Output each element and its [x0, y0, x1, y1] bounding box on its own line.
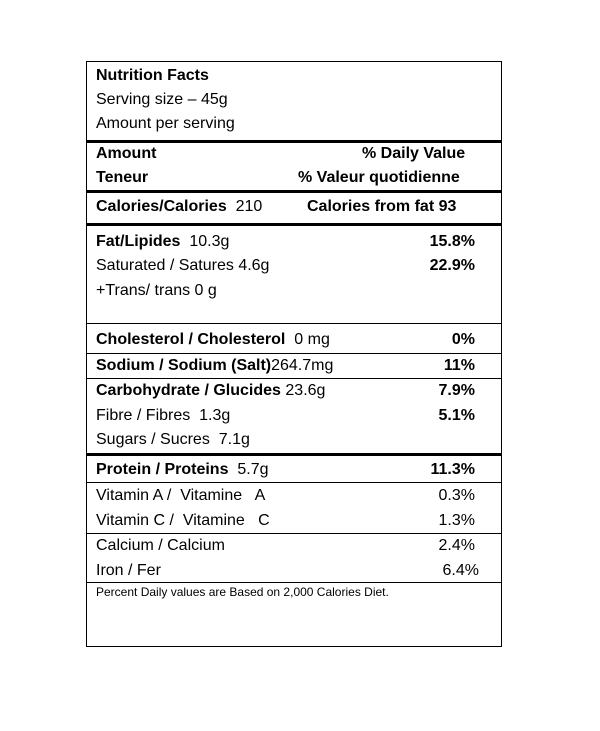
vitamin-a-label: Vitamin A / Vitamine A	[96, 487, 266, 504]
divider	[87, 223, 501, 226]
calcium-dv: 2.4%	[438, 537, 475, 554]
vitamin-a-dv: 0.3%	[438, 487, 475, 504]
protein-row	[96, 460, 269, 480]
vitamin-c-label: Vitamin C / Vitamine C	[96, 512, 270, 529]
divider	[87, 353, 501, 354]
sodium-label: Sodium / Sodium (Salt)	[96, 357, 272, 374]
calories-row	[96, 197, 262, 217]
fat-row	[96, 232, 229, 252]
cholesterol-dv: 0%	[451, 331, 475, 348]
calories-label: Calories/Calories	[96, 198, 227, 215]
carbohydrate-label: Carbohydrate / Glucides	[96, 382, 281, 399]
divider	[87, 453, 501, 456]
amount-per-serving: Amount per serving	[96, 115, 235, 132]
calcium-label: Calcium / Calcium	[96, 537, 225, 554]
cholesterol-value: 0 mg	[294, 331, 330, 348]
protein-label: Protein / Proteins	[96, 461, 229, 478]
calories-from-fat: Calories from fat 93	[307, 198, 457, 215]
sugars-row	[96, 430, 250, 450]
divider	[87, 533, 501, 534]
fat-value: 10.3g	[189, 233, 230, 250]
column-teneur: Teneur	[96, 169, 149, 186]
sodium-dv: 11%	[443, 357, 475, 374]
divider	[87, 582, 501, 583]
column-amount: Amount	[96, 145, 157, 162]
saturated-label: Saturated / Satures	[96, 257, 234, 274]
saturated-dv: 22.9%	[429, 257, 475, 274]
fibre-label: Fibre / Fibres	[96, 407, 191, 424]
cholesterol-row	[96, 330, 330, 350]
column-valeur-quotidienne: % Valeur quotidienne	[298, 169, 460, 186]
fibre-value: 1.3g	[199, 407, 231, 424]
divider	[87, 190, 501, 193]
divider	[87, 140, 501, 143]
fibre-row	[96, 406, 230, 426]
serving-size: Serving size – 45g	[96, 91, 228, 108]
column-daily-value: % Daily Value	[362, 145, 466, 162]
sugars-label: Sugars / Sucres	[96, 431, 210, 448]
iron-label: Iron / Fer	[96, 562, 161, 579]
carbohydrate-row	[96, 381, 325, 401]
divider	[87, 482, 501, 483]
fat-label: Fat/Lipides	[96, 233, 181, 250]
vitamin-c-dv: 1.3%	[438, 512, 475, 529]
carbohydrate-dv: 7.9%	[438, 382, 475, 399]
trans-label: +Trans/ trans 0 g	[96, 282, 217, 299]
iron-dv: 6.4%	[442, 562, 479, 579]
saturated-row	[96, 256, 269, 276]
carbohydrate-value: 23.6g	[285, 382, 326, 399]
label-title: Nutrition Facts	[96, 67, 209, 84]
protein-value: 5.7g	[237, 461, 269, 478]
nutrition-facts-label	[86, 61, 502, 647]
divider	[87, 378, 501, 379]
calories-value: 210	[235, 198, 263, 215]
fat-dv: 15.8%	[429, 233, 475, 250]
fibre-dv: 5.1%	[438, 407, 475, 424]
cholesterol-label: Cholesterol / Cholesterol	[96, 331, 286, 348]
sugars-value: 7.1g	[218, 431, 250, 448]
divider	[87, 323, 501, 324]
sodium-value: 264.7mg	[271, 357, 334, 374]
saturated-value: 4.6g	[238, 257, 270, 274]
sodium-row	[96, 356, 333, 376]
protein-dv: 11.3%	[430, 461, 475, 478]
footnote: Percent Daily values are Based on 2,000 Calories Diet.	[96, 585, 389, 599]
